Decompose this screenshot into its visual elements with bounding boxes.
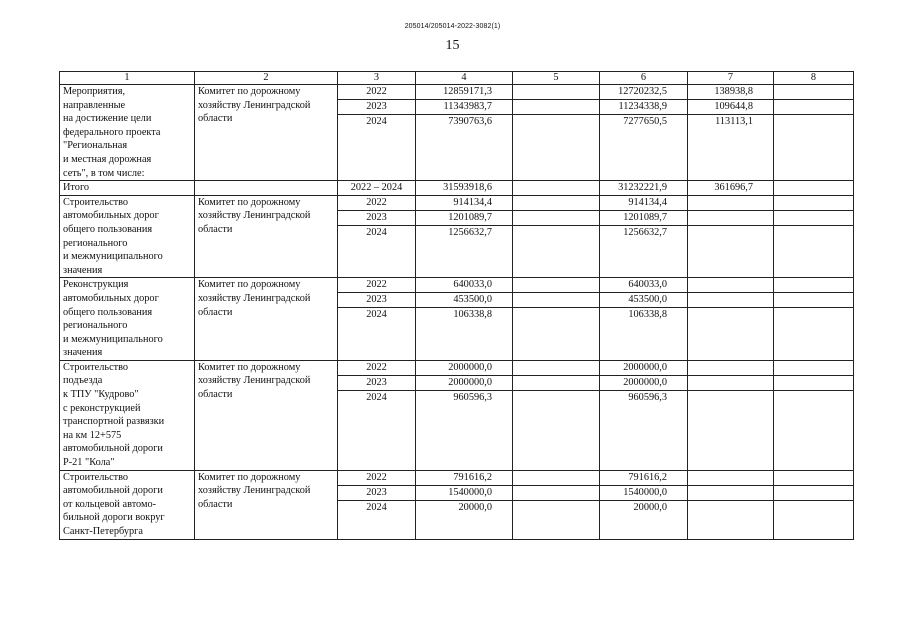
year-cell: 2022	[338, 360, 416, 375]
year-cell: 2024	[338, 225, 416, 278]
year-cell: 2022	[338, 278, 416, 293]
value-cell-col5	[513, 308, 600, 361]
column-header: 8	[774, 72, 854, 85]
value-cell-col5	[513, 293, 600, 308]
year-cell: 2024	[338, 390, 416, 470]
table-row	[60, 470, 854, 485]
value-cell-col4: 1540000,0	[416, 485, 513, 500]
column-header: 4	[416, 72, 513, 85]
value-cell-col8	[774, 375, 854, 390]
value-cell-col7	[688, 225, 774, 278]
value-cell-col7	[688, 470, 774, 485]
executor-cell	[195, 181, 338, 196]
value-cell-col4: 1256632,7	[416, 225, 513, 278]
value-cell-col4: 2000000,0	[416, 360, 513, 375]
value-cell-col4: 106338,8	[416, 308, 513, 361]
value-cell-col7	[688, 210, 774, 225]
value-cell-col8	[774, 100, 854, 115]
value-cell-col6: 914134,4	[600, 195, 688, 210]
value-cell-col6: 1256632,7	[600, 225, 688, 278]
measure-name-cell: Итого	[60, 181, 195, 196]
value-cell-col6: 453500,0	[600, 293, 688, 308]
executor-cell: Комитет по дорожному хозяйству Ленинградской области	[195, 85, 338, 181]
value-cell-col7: 361696,7	[688, 181, 774, 196]
document-id: 205014/205014-2022-3082(1)	[404, 23, 501, 30]
page-number: 15	[445, 38, 460, 53]
value-cell-col8	[774, 181, 854, 196]
value-cell-col5	[513, 100, 600, 115]
table-row	[60, 360, 854, 375]
value-cell-col4: 11343983,7	[416, 100, 513, 115]
value-cell-col5	[513, 470, 600, 485]
value-cell-col8	[774, 225, 854, 278]
value-cell-col8	[774, 195, 854, 210]
value-cell-col4: 31593918,6	[416, 181, 513, 196]
executor-cell: Комитет по дорожному хозяйству Ленинградской области	[195, 470, 338, 539]
measure-name-cell: Мероприятия, направленные на достижение цели федерального проекта "Региональная и местная дорожная сеть", в том числе:	[60, 85, 195, 181]
value-cell-col4: 7390763,6	[416, 115, 513, 181]
value-cell-col7: 138938,8	[688, 85, 774, 100]
value-cell-col8	[774, 210, 854, 225]
value-cell-col8	[774, 85, 854, 100]
value-cell-col7: 113113,1	[688, 115, 774, 181]
value-cell-col7	[688, 485, 774, 500]
value-cell-col4: 453500,0	[416, 293, 513, 308]
header-row	[60, 72, 854, 85]
value-cell-col6: 2000000,0	[600, 375, 688, 390]
value-cell-col6: 791616,2	[600, 470, 688, 485]
value-cell-col8	[774, 115, 854, 181]
executor-cell: Комитет по дорожному хозяйству Ленинградской области	[195, 360, 338, 470]
column-header: 2	[195, 72, 338, 85]
value-cell-col7	[688, 500, 774, 539]
value-cell-col6: 7277650,5	[600, 115, 688, 181]
value-cell-col6: 960596,3	[600, 390, 688, 470]
year-cell: 2022	[338, 470, 416, 485]
table-body	[60, 85, 854, 540]
value-cell-col4: 1201089,7	[416, 210, 513, 225]
value-cell-col5	[513, 500, 600, 539]
executor-cell: Комитет по дорожному хозяйству Ленинградской области	[195, 195, 338, 278]
column-header: 3	[338, 72, 416, 85]
column-header: 6	[600, 72, 688, 85]
year-cell: 2024	[338, 308, 416, 361]
year-cell: 2023	[338, 375, 416, 390]
value-cell-col8	[774, 308, 854, 361]
table-row	[60, 195, 854, 210]
value-cell-col5	[513, 390, 600, 470]
value-cell-col8	[774, 360, 854, 375]
column-header: 1	[60, 72, 195, 85]
value-cell-col6: 2000000,0	[600, 360, 688, 375]
value-cell-col8	[774, 293, 854, 308]
year-cell: 2023	[338, 293, 416, 308]
column-header: 5	[513, 72, 600, 85]
value-cell-col5	[513, 375, 600, 390]
value-cell-col5	[513, 360, 600, 375]
value-cell-col7	[688, 195, 774, 210]
year-cell: 2022	[338, 195, 416, 210]
value-cell-col7	[688, 390, 774, 470]
value-cell-col7	[688, 360, 774, 375]
value-cell-col6: 31232221,9	[600, 181, 688, 196]
value-cell-col5	[513, 210, 600, 225]
value-cell-col7: 109644,8	[688, 100, 774, 115]
value-cell-col4: 914134,4	[416, 195, 513, 210]
value-cell-col4: 791616,2	[416, 470, 513, 485]
value-cell-col6: 11234338,9	[600, 100, 688, 115]
executor-cell: Комитет по дорожному хозяйству Ленинградской области	[195, 278, 338, 361]
value-cell-col8	[774, 485, 854, 500]
value-cell-col6: 640033,0	[600, 278, 688, 293]
total-row	[60, 181, 854, 196]
value-cell-col7	[688, 278, 774, 293]
year-cell: 2023	[338, 485, 416, 500]
value-cell-col6: 1540000,0	[600, 485, 688, 500]
year-cell: 2022 – 2024	[338, 181, 416, 196]
value-cell-col6: 20000,0	[600, 500, 688, 539]
value-cell-col8	[774, 390, 854, 470]
value-cell-col5	[513, 278, 600, 293]
value-cell-col4: 640033,0	[416, 278, 513, 293]
value-cell-col5	[513, 115, 600, 181]
value-cell-col4: 960596,3	[416, 390, 513, 470]
table-row	[60, 278, 854, 293]
value-cell-col6: 12720232,5	[600, 85, 688, 100]
value-cell-col5	[513, 485, 600, 500]
value-cell-col8	[774, 278, 854, 293]
column-header: 7	[688, 72, 774, 85]
value-cell-col7	[688, 293, 774, 308]
value-cell-col7	[688, 375, 774, 390]
table-row	[60, 85, 854, 100]
measure-name-cell: Строительство подъезда к ТПУ "Кудрово" с реконструкцией транспортной развязки на км 12+575 автомобильной дороги Р-21 "Кола"	[60, 360, 195, 470]
measure-name-cell: Строительство автомобильной дороги от кольцевой автомо- бильной дороги вокруг Санкт-Петербурга	[60, 470, 195, 539]
year-cell: 2023	[338, 100, 416, 115]
measure-name-cell: Строительство автомобильных дорог общего пользования регионального и межмуниципального значения	[60, 195, 195, 278]
value-cell-col5	[513, 181, 600, 196]
year-cell: 2023	[338, 210, 416, 225]
value-cell-col7	[688, 308, 774, 361]
year-cell: 2022	[338, 85, 416, 100]
year-cell: 2024	[338, 115, 416, 181]
year-cell: 2024	[338, 500, 416, 539]
value-cell-col8	[774, 500, 854, 539]
value-cell-col8	[774, 470, 854, 485]
budget-table	[59, 71, 854, 540]
value-cell-col6: 1201089,7	[600, 210, 688, 225]
value-cell-col6: 106338,8	[600, 308, 688, 361]
measure-name-cell: Реконструкция автомобильных дорог общего пользования регионального и межмуниципального значения	[60, 278, 195, 361]
value-cell-col5	[513, 225, 600, 278]
value-cell-col4: 2000000,0	[416, 375, 513, 390]
value-cell-col4: 12859171,3	[416, 85, 513, 100]
value-cell-col5	[513, 195, 600, 210]
value-cell-col4: 20000,0	[416, 500, 513, 539]
value-cell-col5	[513, 85, 600, 100]
